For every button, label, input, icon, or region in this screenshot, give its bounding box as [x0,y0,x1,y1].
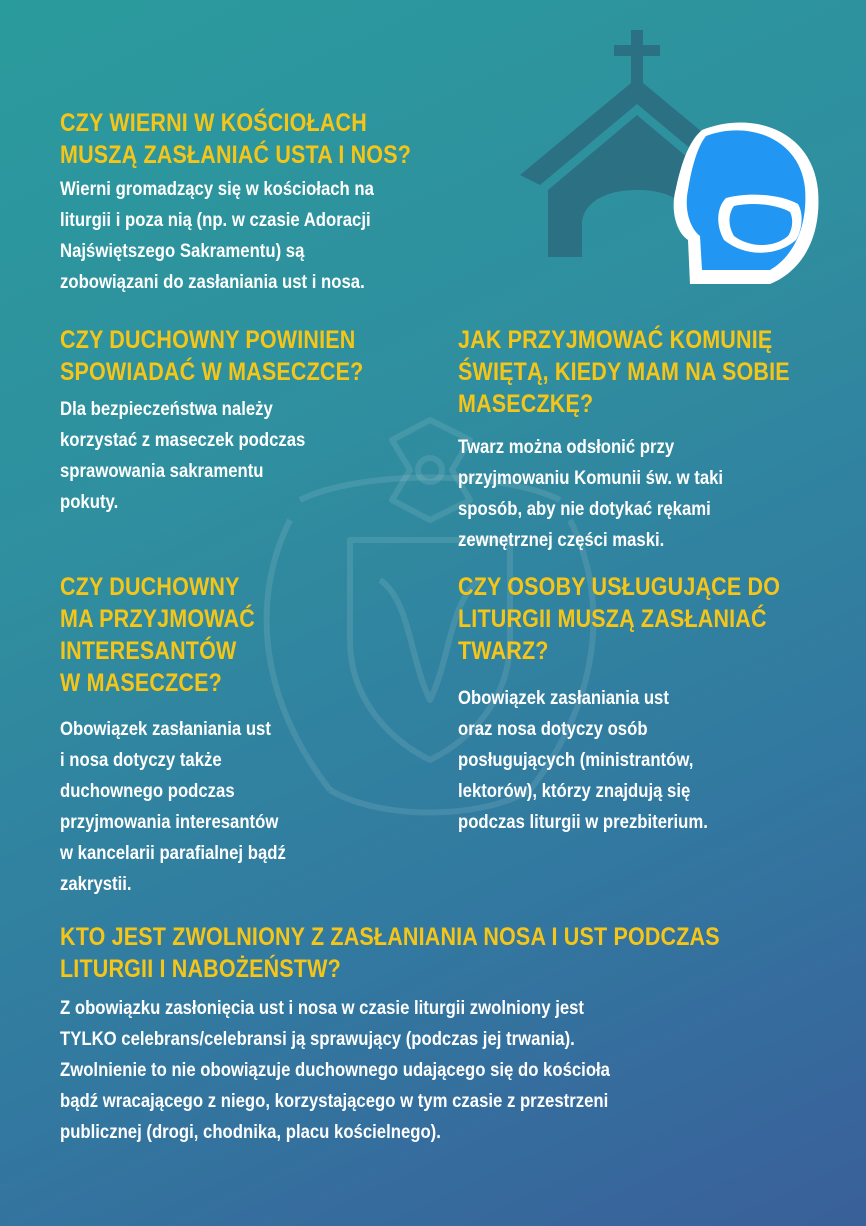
question-who-is-exempt [60,921,720,985]
answer-line: TYLKO celebrans/celebransi ją sprawujący (podczas jej trwania). [60,1029,575,1050]
question-line: LITURGII MUSZĄ ZASŁANIAĆ [458,605,767,633]
question-line: MASECZKĘ? [458,390,594,418]
answer-liturgical-assistants [458,683,708,838]
answer-line: publicznej (drogi, chodnika, placu kościelnego). [60,1122,441,1143]
answer-line: duchownego podczas [60,781,235,802]
question-line: KTO JEST ZWOLNIONY Z ZASŁANIANIA NOSA I UST PODCZAS [60,923,720,951]
answer-line: Twarz można odsłonić przy [458,437,675,458]
answer-face-covering-faithful [60,174,374,298]
question-receiving-visitors [60,571,255,699]
answer-line: zewnętrznej części maski. [458,530,665,551]
question-line: MUSZĄ ZASŁANIAĆ USTA I NOS? [60,141,412,169]
question-line: LITURGII I NABOŻEŃSTW? [60,955,341,983]
question-line: CZY DUCHOWNY POWINIEN [60,326,356,354]
question-line: CZY OSOBY USŁUGUJĄCE DO [458,573,781,601]
answer-line: posługujących (ministrantów, [458,750,694,771]
answer-line: sprawowania sakramentu [60,461,264,482]
question-line: SPOWIADAĆ W MASECZCE? [60,358,364,386]
answer-line: zobowiązani do zasłaniania ust i nosa. [60,272,365,293]
answer-line: i nosa dotyczy także [60,750,222,771]
question-face-covering-faithful [60,107,411,171]
answer-line: podczas liturgii w prezbiterium. [458,812,708,833]
answer-line: Z obowiązku zasłonięcia ust i nosa w czasie liturgii zwolniony jest [60,998,585,1019]
question-communion-with-mask [458,324,790,420]
answer-line: pokuty. [60,492,119,513]
answer-line: Obowiązek zasłaniania ust [458,688,669,709]
answer-line: Zwolnienie to nie obowiązuje duchownego udającego się do kościoła [60,1060,610,1081]
question-line: ŚWIĘTĄ, KIEDY MAM NA SOBIE [458,358,790,386]
question-line: W MASECZCE? [60,669,222,697]
answer-line: Najświętszego Sakramentu) są [60,241,305,262]
question-line: TWARZ? [458,637,549,665]
answer-communion-with-mask [458,432,723,556]
question-confession-in-mask [60,324,363,388]
answer-line: w kancelarii parafialnej bądź [60,843,286,864]
question-line: JAK PRZYJMOWAĆ KOMUNIĘ [458,326,773,354]
answer-line: sposób, aby nie dotykać rękami [458,499,711,520]
question-line: INTERESANTÓW [60,637,237,665]
answer-line: bądź wracającego z niego, korzystającego w tym czasie z przestrzeni [60,1091,609,1112]
head-with-face-mask-icon [674,123,819,285]
question-line: CZY DUCHOWNY [60,573,240,601]
answer-line: przyjmowania interesantów [60,812,279,833]
answer-line: liturgii i poza nią (np. w czasie Adoracji [60,210,371,231]
question-liturgical-assistants [458,571,780,667]
answer-line: przyjmowaniu Komunii św. w taki [458,468,724,489]
answer-line: Obowiązek zasłaniania ust [60,719,271,740]
answer-line: Dla bezpieczeństwa należy [60,399,273,420]
answer-line: zakrystii. [60,874,132,895]
question-line: MA PRZYJMOWAĆ [60,605,255,633]
answer-line: oraz nosa dotyczy osób [458,719,648,740]
answer-line: Wierni gromadzący się w kościołach na [60,179,374,200]
answer-line: lektorów), którzy znajdują się [458,781,691,802]
answer-line: korzystać z maseczek podczas [60,430,306,451]
answer-receiving-visitors [60,714,286,900]
answer-who-is-exempt [60,993,610,1148]
question-line: CZY WIERNI W KOŚCIOŁACH [60,109,367,137]
answer-confession-in-mask [60,394,305,518]
